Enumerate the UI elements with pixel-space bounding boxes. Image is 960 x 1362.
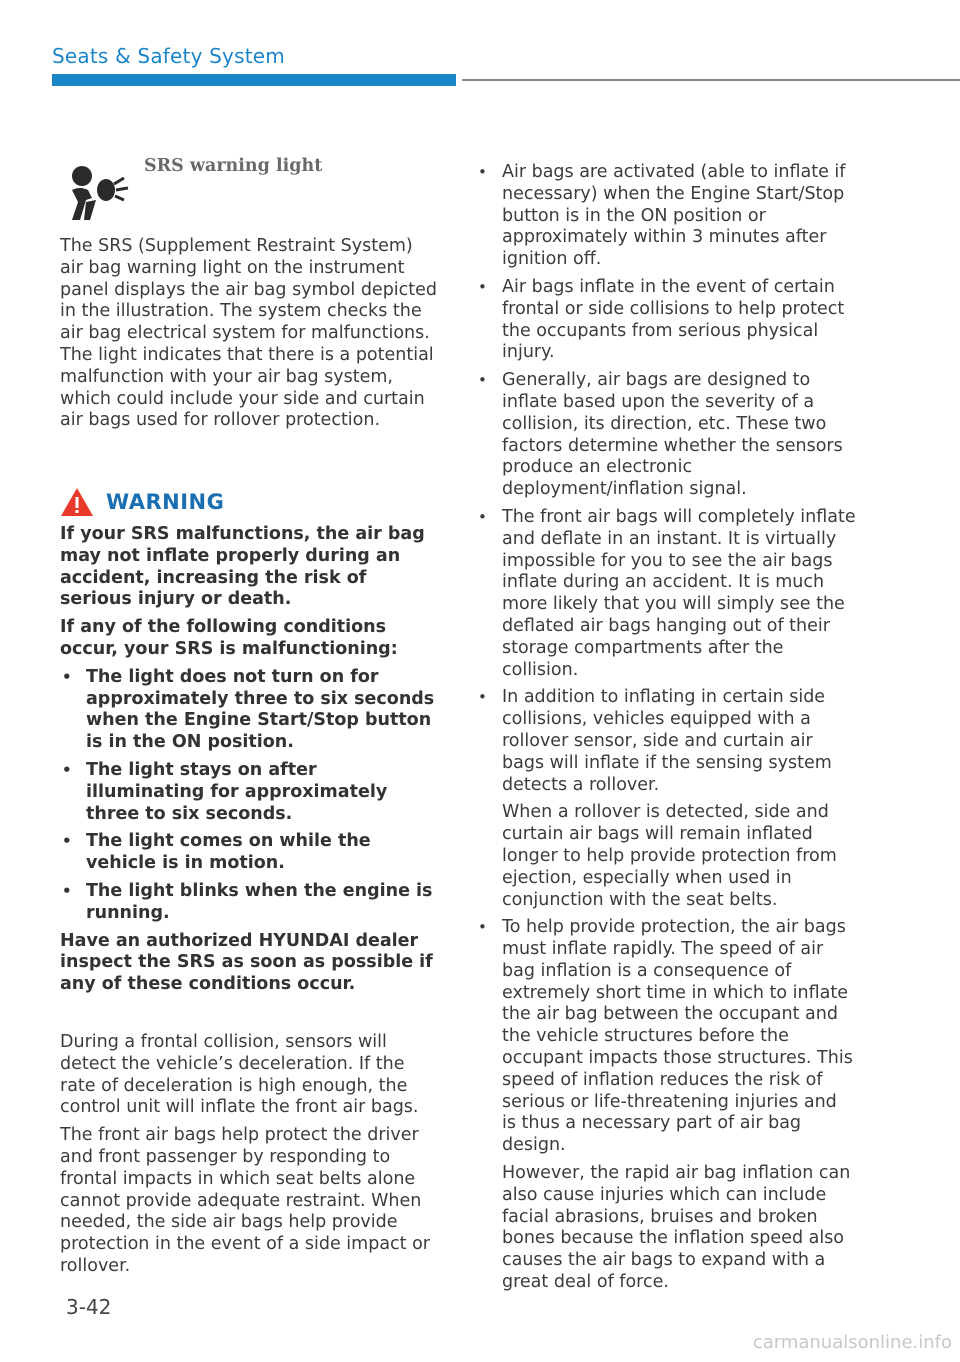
airbag-facts-list [476, 162, 856, 1294]
srs-title: SRS warning light [144, 156, 323, 176]
list-item: • The light blinks when the engine is running. [60, 881, 438, 925]
section-title: Seats & Safety System [52, 44, 285, 68]
rapid-inflation-sub-paragraph: However, the rapid air bag inflation can also cause injuries which can include facial abrasions, bruises and broken bones because the inflation speed also causes the air bags to expand with a great deal of force. [502, 1163, 851, 1293]
airbag-warning-icon [66, 164, 132, 226]
warning-paragraph-1: If your SRS malfunctions, the air bag may not inflate properly during an accident, increasing the risk of serious injury or death. [60, 524, 425, 610]
front-airbags-paragraph: The front air bags help protect the driver and front passenger by responding to frontal impacts in which seat belts alone cannot provide adequate restraint. When needed, the side air bags help provide protection in the event of a side impact or rollover. [60, 1125, 430, 1276]
frontal-collision-paragraph: During a frontal collision, sensors will detect the vehicle’s deceleration. If the rate of deceleration is high enough, the control unit will inflate the front air bags. [60, 1032, 419, 1118]
page-number: 3-42 [66, 1295, 112, 1319]
right-column [476, 162, 856, 1300]
warning-condition-list [60, 667, 438, 925]
header-accent-rule [52, 74, 456, 86]
list-item: • The light stays on after illuminating for approximately three to six seconds. [60, 760, 438, 825]
warning-triangle-icon [60, 487, 94, 517]
list-item: • To help provide protection, the air bags must inflate rapidly. The speed of air bag inflation is a consequence of extremely short time in which to inflate the air bag between the occupant and the vehicle structures before the occupant impacts those structures. This speed of inflation reduces the risk of serious or life-threatening injuries and is thus a necessary part of air bag design. However, the rapid air bag inflation can also cause injuries which can include facial abrasions, bruises and broken bones because the inflation speed also causes the air bags to expand with a great deal of force. [476, 917, 856, 1294]
left-body-block [60, 1032, 438, 1278]
warning-block [60, 524, 438, 996]
list-item: • Air bags inflate in the event of certain frontal or side collisions to help protect the occupants from serious physical injury. [476, 277, 856, 364]
list-item: • The front air bags will completely inflate and deflate in an instant. It is virtually impossible for you to see the air bags inflate during an accident. It is much more likely that you will simply see the deflated air bags hanging out of their storage compartments after the collision. [476, 507, 856, 681]
list-item: • In addition to inflating in certain side collisions, vehicles equipped with a rollover sensor, side and curtain air bags will inflate if the sensing system detects a rollover. When a rollover is detected, side and curtain air bags will remain inflated longer to help provide protection from ejection, especially when used in conjunction with the seat belts. [476, 687, 856, 911]
rollover-sub-paragraph: When a rollover is detected, side and curtain air bags will remain inflated longer to help provide protection from ejection, especially when used in conjunction with the seat belts. [502, 802, 837, 910]
list-item: • Generally, air bags are designed to inflate based upon the severity of a collision, its direction, etc. These two factors determine whether the sensors produce an electronic deployment/inflation signal. [476, 370, 856, 501]
list-item: • The light comes on while the vehicle is in motion. [60, 831, 438, 875]
srs-intro-paragraph: The SRS (Supplement Restraint System) air bag warning light on the instrument panel displays the air bag symbol depicted in the illustration. The system checks the air bag electrical system for malfunctions. The light indicates that there is a potential malfunction with your air bag system, which could include your side and curtain air bags used for rollover protection. [60, 236, 438, 431]
warning-paragraph-2: If any of the following conditions occur, your SRS is malfunctioning: [60, 617, 398, 659]
list-item: • The light does not turn on for approximately three to six seconds when the Engine Start/Stop button is in the ON position. [60, 667, 438, 754]
list-item: • Air bags are activated (able to inflate if necessary) when the Engine Start/Stop button is in the ON position or approximately within 3 minutes after ignition off. [476, 162, 856, 271]
srs-heading [60, 152, 440, 232]
header-divider-rule [462, 79, 960, 81]
warning-label: WARNING [106, 490, 225, 514]
watermark: carmanualsonline.info [752, 1332, 952, 1353]
warning-heading [60, 485, 224, 519]
warning-paragraph-3: Have an authorized HYUNDAI dealer inspect the SRS as soon as possible if any of these conditions occur. [60, 930, 433, 995]
